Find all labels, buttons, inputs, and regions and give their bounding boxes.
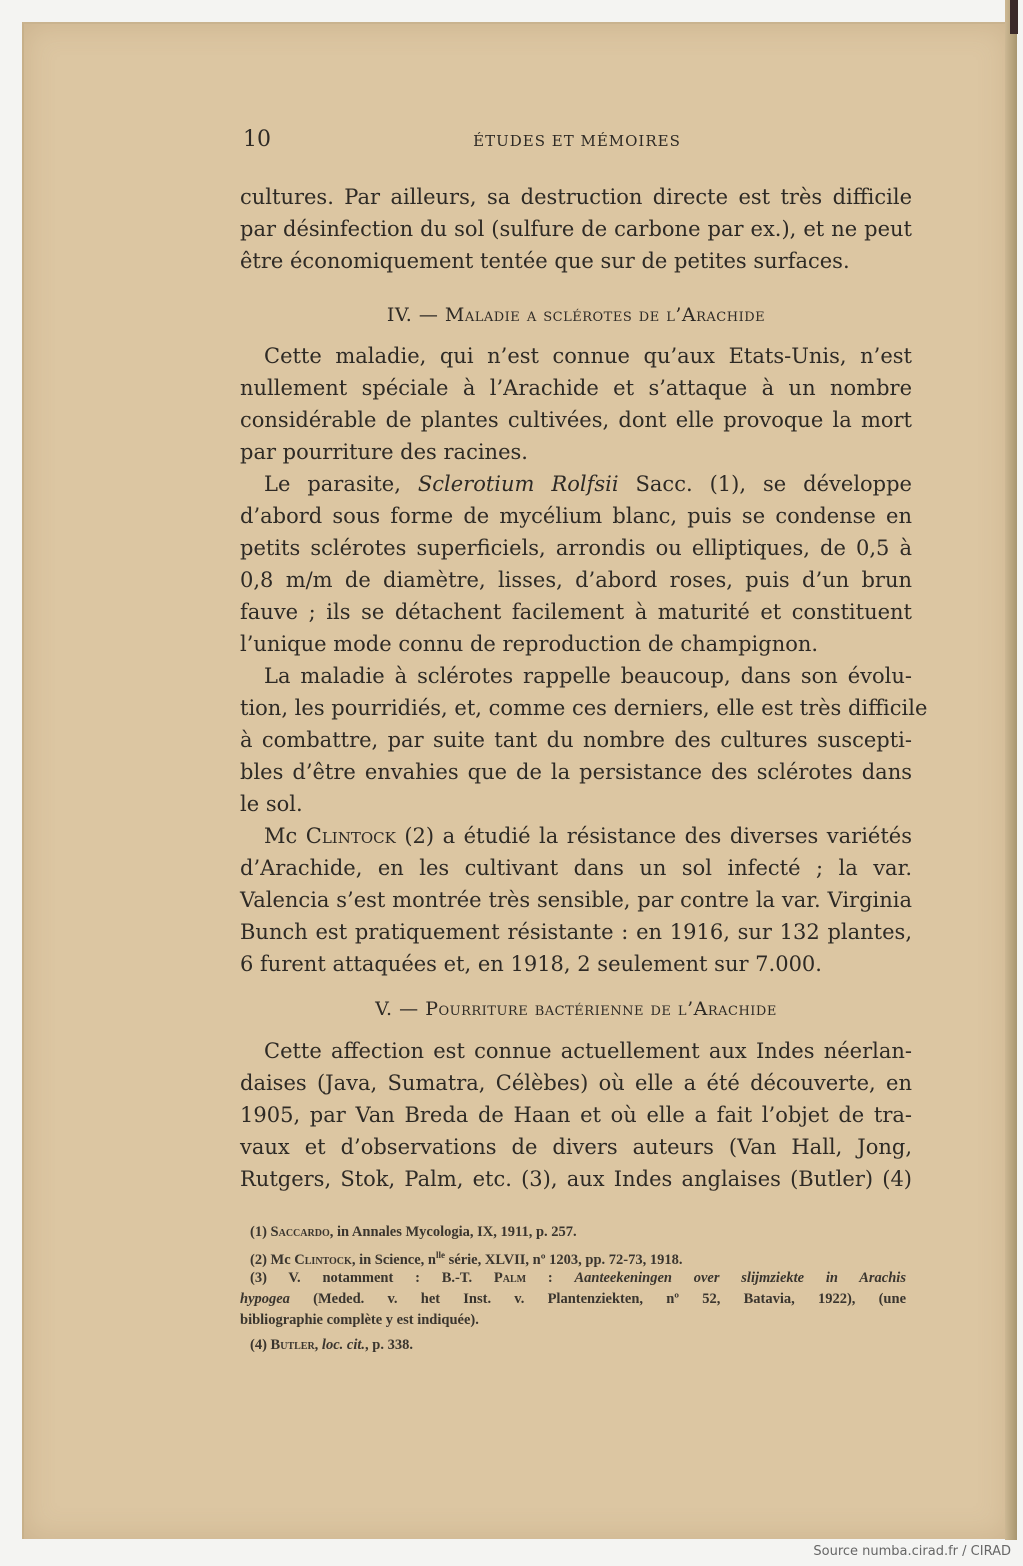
- text-line: [240, 726, 912, 754]
- text-run: Palm: [493, 1270, 527, 1286]
- text-line: [240, 1069, 912, 1097]
- text-run: petits sclérotes superficiels, arrondis ou elliptiques, de 0,5 à: [240, 536, 912, 560]
- text-run: lle: [436, 1250, 445, 1260]
- book-spine: [1005, 0, 1017, 1540]
- text-run: ,: [314, 1337, 322, 1353]
- text-line: [240, 438, 912, 466]
- text-run: V. —: [375, 998, 426, 1020]
- text-run: Aanteekeningen over slijmziekte in Arachis: [574, 1270, 906, 1286]
- text-run: IV. —: [386, 304, 445, 326]
- text-line: [264, 342, 912, 370]
- text-run: d’Arachide, en les cultivant dans un sol infecté ; la var.: [240, 856, 912, 880]
- text-run: Sclerotium Rolfsii: [417, 472, 619, 496]
- text-run: Sacc. (1), se développe: [618, 472, 912, 496]
- text-run: hypogea: [240, 1291, 290, 1307]
- text-run: daises (Java, Sumatra, Célèbes) où elle a été découverte, en: [240, 1071, 912, 1095]
- text-line: [240, 918, 912, 946]
- text-line: [240, 950, 912, 978]
- text-run: vaux et d’observations de divers auteurs (Van Hall, Jong,: [240, 1135, 912, 1159]
- text-run: Butler: [270, 1337, 315, 1353]
- footnote-line: [250, 1245, 906, 1270]
- text-run: Le parasite,: [264, 472, 418, 496]
- text-run: 0,8 m/m de diamètre, lisses, d’abord roses, puis d’un brun: [240, 568, 912, 592]
- text-line: [264, 1037, 912, 1065]
- text-run: tion, les pourridiés, et, comme ces derniers, elle est très difficile: [240, 696, 928, 720]
- text-run: , in Annales Mycologia, IX, 1911, p. 257.: [329, 1224, 577, 1240]
- running-title: ÉTUDES ET MÉMOIRES: [473, 132, 681, 150]
- text-line: [240, 374, 912, 402]
- text-run: (2) Mc: [250, 1251, 295, 1268]
- text-line: [240, 406, 912, 434]
- text-run: Clintock: [305, 824, 396, 848]
- book-spine-top: [1010, 0, 1018, 34]
- text-run: cultures. Par ailleurs, sa destruction directe est très difficile: [240, 185, 912, 209]
- footnote-line: [250, 1268, 906, 1288]
- footnote-line: [250, 1222, 906, 1242]
- text-line: [264, 822, 912, 850]
- text-line: [264, 470, 912, 498]
- section-heading: [240, 995, 912, 1023]
- text-line: [240, 758, 912, 786]
- text-run: d’abord sous forme de mycélium blanc, puis se condense en: [240, 504, 912, 528]
- text-run: Mc: [264, 824, 306, 848]
- text-line: [264, 662, 912, 690]
- text-line: [240, 502, 912, 530]
- text-line: [240, 534, 912, 562]
- text-run: l’unique mode connu de reproduction de champignon.: [240, 632, 819, 656]
- text-run: , p. 338.: [365, 1337, 413, 1353]
- text-run: considérable de plantes cultivées, dont elle provoque la mort: [240, 408, 912, 432]
- text-run: Cette maladie, qui n’est connue qu’aux Etats-Unis, n’est: [264, 344, 912, 368]
- text-run: loc. cit.: [321, 1337, 366, 1353]
- page-number: 10: [243, 127, 271, 152]
- text-run: fauve ; ils se détachent facilement à maturité et constituent: [240, 600, 912, 624]
- text-run: série, XLVII, nº 1203, pp. 72-73, 1918.: [445, 1251, 683, 1268]
- text-line: [240, 854, 912, 882]
- text-line: [240, 183, 912, 211]
- text-line: [240, 886, 912, 914]
- text-line: [240, 598, 912, 626]
- text-line: [240, 1165, 912, 1193]
- text-run: :: [526, 1270, 575, 1286]
- text-run: par désinfection du sol (sulfure de carbone par ex.), et ne peut: [240, 217, 912, 241]
- text-run: Pourriture bactérienne de l’Arachide: [425, 998, 777, 1020]
- text-run: (1): [250, 1224, 271, 1240]
- text-run: Clintock: [294, 1251, 352, 1268]
- text-run: 1905, par Van Breda de Haan et où elle a fait l’objet de tra-: [240, 1103, 912, 1127]
- text-run: par pourriture des racines.: [240, 440, 528, 464]
- text-run: Rutgers, Stok, Palm, etc. (3), aux Indes anglaises (Butler) (4): [240, 1167, 912, 1191]
- source-credit: Source numba.cirad.fr / CIRAD: [813, 1544, 1011, 1559]
- text-run: bibliographie complète y est indiquée).: [240, 1312, 479, 1328]
- text-run: (2) a étudié la résistance des diverses variétés: [395, 824, 912, 848]
- text-run: La maladie à sclérotes rappelle beaucoup, dans son évolu-: [264, 664, 912, 688]
- text-run: à combattre, par suite tant du nombre des cultures suscepti-: [240, 728, 912, 752]
- footnote-line: [250, 1335, 906, 1355]
- text-run: Bunch est pratiquement résistante : en 1916, sur 132 plantes,: [240, 920, 912, 944]
- text-line: [240, 247, 912, 275]
- text-run: Valencia s’est montrée très sensible, par contre la var. Virginia: [240, 888, 912, 912]
- text-line: [240, 215, 912, 243]
- text-run: Cette affection est connue actuellement aux Indes néerlan-: [264, 1039, 912, 1063]
- text-run: Saccardo: [270, 1224, 330, 1240]
- text-run: (Meded. v. het Inst. v. Plantenziekten, nº 52, Batavia, 1922), (une: [289, 1291, 906, 1307]
- text-line: [240, 630, 912, 658]
- text-run: Maladie a sclérotes de l’Arachide: [444, 304, 766, 326]
- footnote-line: [240, 1289, 906, 1309]
- text-run: être économiquement tentée que sur de petites surfaces.: [240, 249, 850, 273]
- section-heading: [240, 301, 912, 329]
- text-run: (4): [250, 1337, 271, 1353]
- text-line: [240, 566, 912, 594]
- text-line: [240, 1101, 912, 1129]
- text-run: le sol.: [240, 792, 303, 816]
- text-line: [240, 694, 928, 722]
- text-line: [240, 790, 912, 818]
- text-run: , in Science, n: [351, 1251, 436, 1268]
- text-run: (3) V. notamment : B.-T.: [250, 1270, 494, 1286]
- footnote-line: [240, 1310, 906, 1330]
- text-run: bles d’être envahies que de la persistance des sclérotes dans: [240, 760, 912, 784]
- text-run: nullement spéciale à l’Arachide et s’attaque à un nombre: [240, 376, 912, 400]
- text-line: [240, 1133, 912, 1161]
- text-run: 6 furent attaquées et, en 1918, 2 seulement sur 7.000.: [240, 952, 822, 976]
